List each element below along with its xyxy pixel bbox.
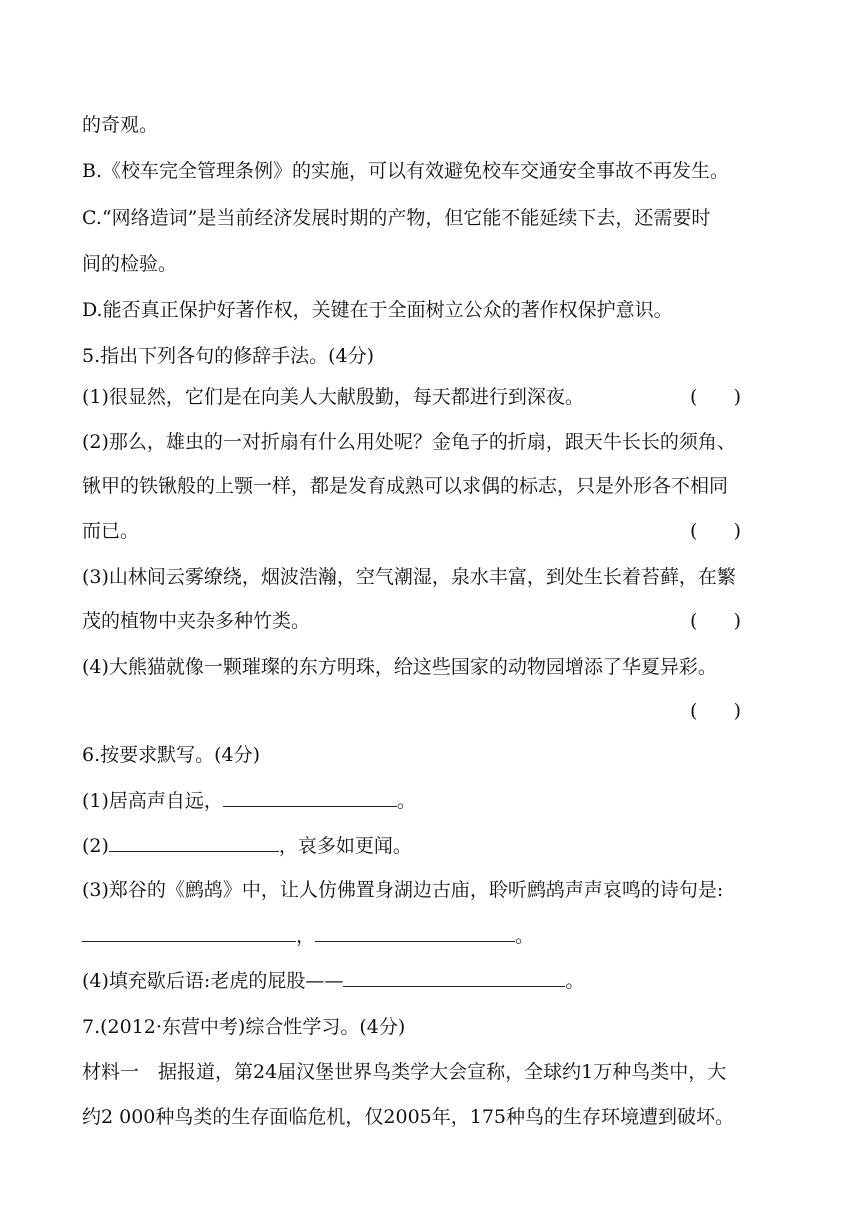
q5-item-4: (4)大熊猫就像一颗璀璨的东方明珠，给这些国家的动物园增添了华夏异彩。 bbox=[82, 656, 717, 678]
fill-blank[interactable] bbox=[223, 788, 397, 807]
fill-blank[interactable] bbox=[315, 923, 515, 942]
q6-item-3-suffix: 。 bbox=[515, 925, 535, 947]
text-line: 而已。 bbox=[82, 520, 140, 542]
q6-item-4 bbox=[82, 968, 584, 994]
material-1-line-1: 材料一 据报道，第24届汉堡世界鸟类学大会宣称，全球约1万种鸟类中，大 bbox=[82, 1061, 727, 1083]
option-b: B.《校车完全管理条例》的实施，可以有效避免校车交通安全事故不再发生。 bbox=[82, 160, 730, 182]
q6-item-4-suffix: 。 bbox=[565, 970, 585, 992]
fill-blank[interactable] bbox=[82, 923, 296, 942]
question-5-heading: 5.指出下列各句的修辞手法。(4分) bbox=[82, 345, 375, 367]
q6-item-1-suffix: 。 bbox=[396, 790, 416, 812]
answer-paren[interactable]: ( ) bbox=[690, 520, 742, 542]
fill-blank[interactable] bbox=[109, 833, 279, 852]
fill-blank[interactable] bbox=[343, 968, 565, 987]
q5-item-1: (1)很显然，它们是在向美人大献殷勤，每天都进行到深夜。 bbox=[82, 386, 584, 408]
q6-item-3: (3)郑谷的《鹧鸪》中，让人仿佛置身湖边古庙，聆听鹧鸪声声哀鸣的诗句是: bbox=[82, 879, 724, 901]
q6-item-4-prefix: (4)填充歇后语:老虎的屁股—— bbox=[82, 970, 344, 992]
q6-item-1 bbox=[82, 788, 416, 814]
answer-paren[interactable]: ( ) bbox=[690, 700, 742, 722]
q6-item-3-blanks bbox=[82, 923, 534, 949]
answer-paren[interactable]: ( ) bbox=[690, 610, 742, 632]
q6-item-2 bbox=[82, 833, 412, 859]
q5-item-2: (2)那么，雄虫的一对折扇有什么用处呢？金龟子的折扇，跟天牛长长的须角、 bbox=[82, 431, 736, 453]
q5-item-3: (3)山林间云雾缭绕，烟波浩瀚，空气潮湿，泉水丰富，到处生长着苔藓，在繁 bbox=[82, 566, 736, 588]
text-line: 间的检验。 bbox=[82, 253, 178, 275]
text-line: 茂的植物中夹杂多种竹类。 bbox=[82, 610, 311, 632]
material-1-line-2: 约2 000种鸟类的生存面临危机，仅2005年，175种鸟的生存环境遭到破坏。 bbox=[82, 1106, 735, 1128]
option-d: D.能否真正保护好著作权，关键在于全面树立公众的著作权保护意识。 bbox=[82, 299, 673, 321]
q6-item-3-mid: ， bbox=[296, 925, 316, 947]
question-6-heading: 6.按要求默写。(4分) bbox=[82, 744, 261, 766]
option-c: C.“网络造词”是当前经济发展时期的产物，但它能不能延续下去，还需要时 bbox=[82, 207, 711, 229]
q6-item-1-prefix: (1)居高声自远， bbox=[82, 790, 223, 812]
text-line: 锹甲的铁锹般的上颚一样，都是发育成熟可以求偶的标志，只是外形各不相同 bbox=[82, 475, 729, 497]
text-line: 的奇观。 bbox=[82, 114, 159, 136]
q6-item-2-suffix: ，哀多如更闻。 bbox=[278, 835, 412, 857]
question-7-heading: 7.(2012·东营中考)综合性学习。(4分) bbox=[82, 1016, 406, 1038]
answer-paren[interactable]: ( ) bbox=[690, 386, 742, 408]
q6-item-2-prefix: (2) bbox=[82, 835, 109, 857]
